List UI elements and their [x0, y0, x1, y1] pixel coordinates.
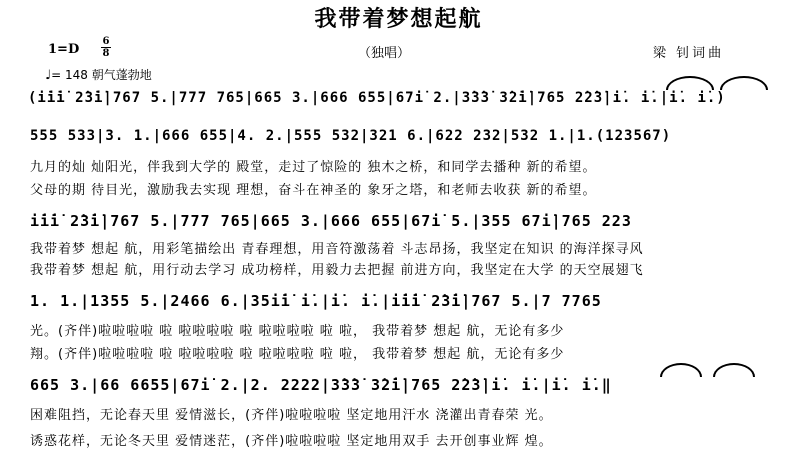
- tie-arc: [660, 363, 702, 377]
- notation-row-2: 555 533|3. 1.|666 655|4. 2.|555 532|321 6.|622 232|532 1.|1.(123567): [30, 128, 672, 144]
- meter-top: 6: [102, 36, 110, 47]
- time-signature: [101, 37, 111, 58]
- lyric-row-3-verse-2: 我带着梦 想起 航，用行动去学习 成功榜样，用毅力去把握 前进方向，我坚定在大学 的天空展翅飞: [30, 263, 644, 278]
- tie-arc: [713, 363, 755, 377]
- lyric-row-4-verse-2: 翔。(齐伴)啦啦啦啦 啦 啦啦啦啦 啦 啦啦啦啦 啦 啦， 我带着梦 想起 航，无论有多少: [30, 347, 565, 362]
- tie-arc: [666, 76, 714, 90]
- lyric-row-5-verse-2: 诱惑花样，无论冬天里 爱情迷茫，(齐伴)啦啦啦啦 坚定地用双手 去开创事业辉 煌。: [30, 434, 553, 449]
- lyric-row-4-verse-1: 光。(齐伴)啦啦啦啦 啦 啦啦啦啦 啦 啦啦啦啦 啦 啦， 我带着梦 想起 航，无论有多少: [30, 324, 565, 339]
- key-signature: 1=D: [48, 42, 80, 57]
- notation-row-5: 665 3.|66 6655|67i̇ 2.|2. 2222|3̇3̇3̇ 3̇2̇i̇|765 2̇2̇3̇|i̇. i̇.|i̇. i̇.‖: [30, 376, 612, 394]
- quarter-note-icon: ♩: [45, 68, 52, 83]
- song-title: 我带着梦想起航: [314, 7, 483, 32]
- performance-form: （独唱）: [358, 46, 411, 61]
- notation-row-3: i̇i̇i̇ 2̇3̇i̇|767 5.|777 765|665 3.|666 655|67i̇ 5.|355 67i̇|765 223: [30, 212, 632, 230]
- lyric-row-2-verse-1: 九月的灿 灿阳光，伴我到大学的 殿堂，走过了惊险的 独木之桥，和同学去播种 新的希望。: [30, 160, 597, 175]
- lyric-row-5-verse-1: 困难阻挡，无论春天里 爱情滋长，(齐伴)啦啦啦啦 坚定地用汗水 浇灌出青春荣 光。: [30, 408, 553, 423]
- notation-row-1: (i̇i̇i̇ 2̇3̇i̇|767 5.|777 765|665 3.|666 655|67i̇ 2.|3̇3̇3̇ 3̇2̇i̇|765 2̇2̇3̇|i̇. i̇.|i̇. i̇.): [28, 90, 726, 106]
- notation-row-4: 1. 1.|1355 5.|2466 6.|35i̇i̇ i̇.|i̇. i̇.|i̇i̇i̇ 2̇3̇i̇|767 5.|7 7765: [30, 292, 602, 310]
- composer-credit: 梁 钊词曲: [653, 46, 725, 61]
- tempo-marking: [45, 66, 152, 83]
- tie-arc: [720, 76, 768, 90]
- lyric-row-2-verse-2: 父母的期 待目光，激励我去实现 理想，奋斗在神圣的 象牙之塔，和老师去收获 新的希望。: [30, 183, 597, 198]
- meter-bottom: 8: [102, 48, 110, 59]
- lyric-row-3-verse-1: 我带着梦 想起 航，用彩笔描绘出 青春理想，用音符激荡着 斗志昂扬，我坚定在知识 的海洋探寻风: [30, 242, 644, 257]
- tempo-text: = 148 朝气蓬勃地: [51, 68, 152, 82]
